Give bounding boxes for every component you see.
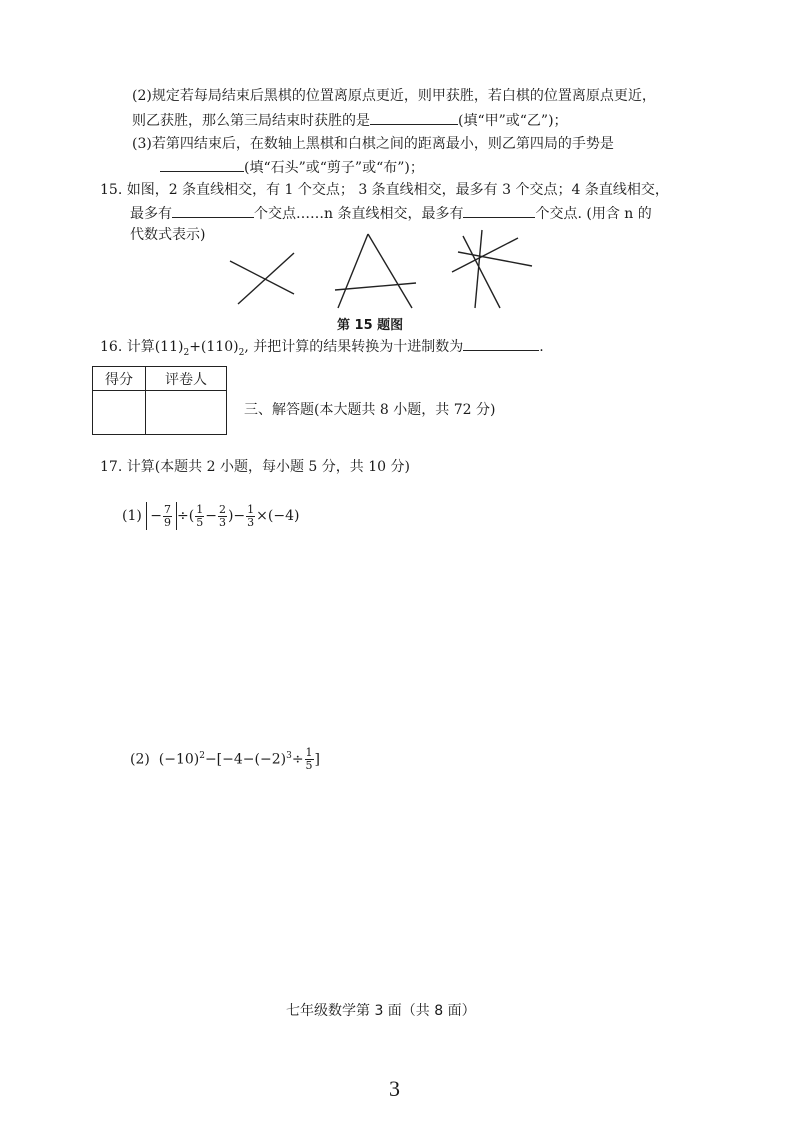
- fraction-numerator: 1: [305, 746, 313, 760]
- figure-line: [238, 253, 294, 304]
- q14-part2-text-b: (填“甲”或“乙”)；: [458, 113, 568, 129]
- fraction: [246, 504, 255, 529]
- fraction-numerator: 7: [164, 502, 172, 516]
- q17-part1-expression: [122, 502, 299, 530]
- q16-text: .: [539, 339, 544, 355]
- exponent: 3: [286, 751, 292, 761]
- answer-blank[interactable]: [463, 336, 539, 351]
- grader-cell[interactable]: [146, 391, 227, 435]
- answer-blank[interactable]: [370, 110, 458, 125]
- q16-subscript: 2: [183, 347, 190, 358]
- q16-text: , 并把计算的结果转换为十进制数为: [244, 339, 464, 355]
- q15-line3: 代数式表示): [130, 227, 206, 243]
- answer-blank[interactable]: [463, 203, 535, 218]
- figure-line: [368, 234, 412, 308]
- score-box: [92, 366, 227, 435]
- q17-text: ÷(: [177, 508, 195, 524]
- figure-line: [475, 230, 482, 308]
- q17-text: ]: [314, 751, 321, 768]
- q17-title: 17. 计算(本题共 2 小题，每小题 5 分，共 10 分): [100, 459, 410, 475]
- q17-text: ÷: [291, 751, 304, 768]
- q17-text: −: [150, 508, 163, 524]
- fraction-numerator: 2: [218, 502, 226, 516]
- fraction-denominator: 3: [247, 515, 255, 529]
- q15-line2: [130, 203, 652, 224]
- page-number: 3: [389, 1076, 400, 1101]
- figure-caption: 第 15 题图: [337, 318, 404, 333]
- figure-line: [230, 261, 294, 294]
- q17-text: −: [205, 508, 217, 524]
- absolute-value: [146, 502, 177, 530]
- fraction: [163, 504, 172, 529]
- q15-text-b: 个交点……n 条直线相交，最多有: [254, 206, 464, 222]
- score-cell[interactable]: [93, 391, 146, 435]
- q14-part3-line1: (3)若第四结束后，在数轴上黑棋和白棋之间的距离最小，则乙第四局的手势是: [132, 136, 614, 152]
- figure-line: [452, 238, 518, 272]
- q17-text: (−10): [158, 751, 200, 768]
- q17-text: ×(−4): [256, 508, 300, 524]
- score-header: 得分: [93, 367, 146, 391]
- fraction: [218, 504, 227, 529]
- q16-text: +(110): [189, 339, 239, 355]
- fraction-denominator: 5: [196, 515, 204, 529]
- page-footer: 七年级数学第 3 面（共 8 面）: [286, 1003, 476, 1019]
- fraction-denominator: 3: [218, 515, 226, 529]
- figure-line: [338, 234, 368, 308]
- q17-text: )−: [227, 508, 246, 524]
- fraction-numerator: 1: [247, 502, 255, 516]
- q16-line: [100, 336, 544, 363]
- q17-part1-label: (1): [122, 508, 142, 524]
- answer-blank[interactable]: [172, 203, 254, 218]
- grader-header: 评卷人: [146, 367, 227, 391]
- answer-blank[interactable]: [160, 157, 244, 172]
- q14-part3-line2: [160, 157, 424, 178]
- q17-part2-expression: [130, 742, 320, 774]
- fraction-denominator: 5: [305, 759, 313, 773]
- q14-part2-line1: (2)规定若每局结束后黑棋的位置离原点更近，则甲获胜，若白棋的位置离原点更近，: [132, 88, 656, 104]
- q15-text-c: 个交点. (用含 n 的: [535, 206, 652, 222]
- q15-line1: 15. 如图，2 条直线相交，有 1 个交点； 3 条直线相交，最多有 3 个交点；4 条直线相交，: [100, 182, 669, 198]
- q16-text: 16. 计算(11): [100, 339, 184, 355]
- q17-text: −[−4−(−2): [204, 751, 287, 768]
- exponent: 2: [199, 751, 205, 761]
- q14-part3-text: (填“石头”或“剪子”或“布”)；: [244, 160, 424, 176]
- q16-subscript: 2: [238, 347, 245, 358]
- q14-part2-line2: [132, 110, 568, 131]
- q17-part2-label: (2): [130, 751, 150, 768]
- q15-text-a: 最多有: [130, 206, 172, 222]
- q14-part2-text-a: 则乙获胜，那么第三局结束时获胜的是: [132, 113, 370, 129]
- fraction: [195, 504, 204, 529]
- section-3-heading: 三、解答题(本大题共 8 小题，共 72 分): [244, 402, 496, 418]
- fraction: [305, 747, 314, 772]
- q15-figure: [220, 228, 560, 312]
- fraction-denominator: 9: [164, 515, 172, 529]
- fraction-numerator: 1: [196, 502, 204, 516]
- figure-line: [463, 236, 500, 308]
